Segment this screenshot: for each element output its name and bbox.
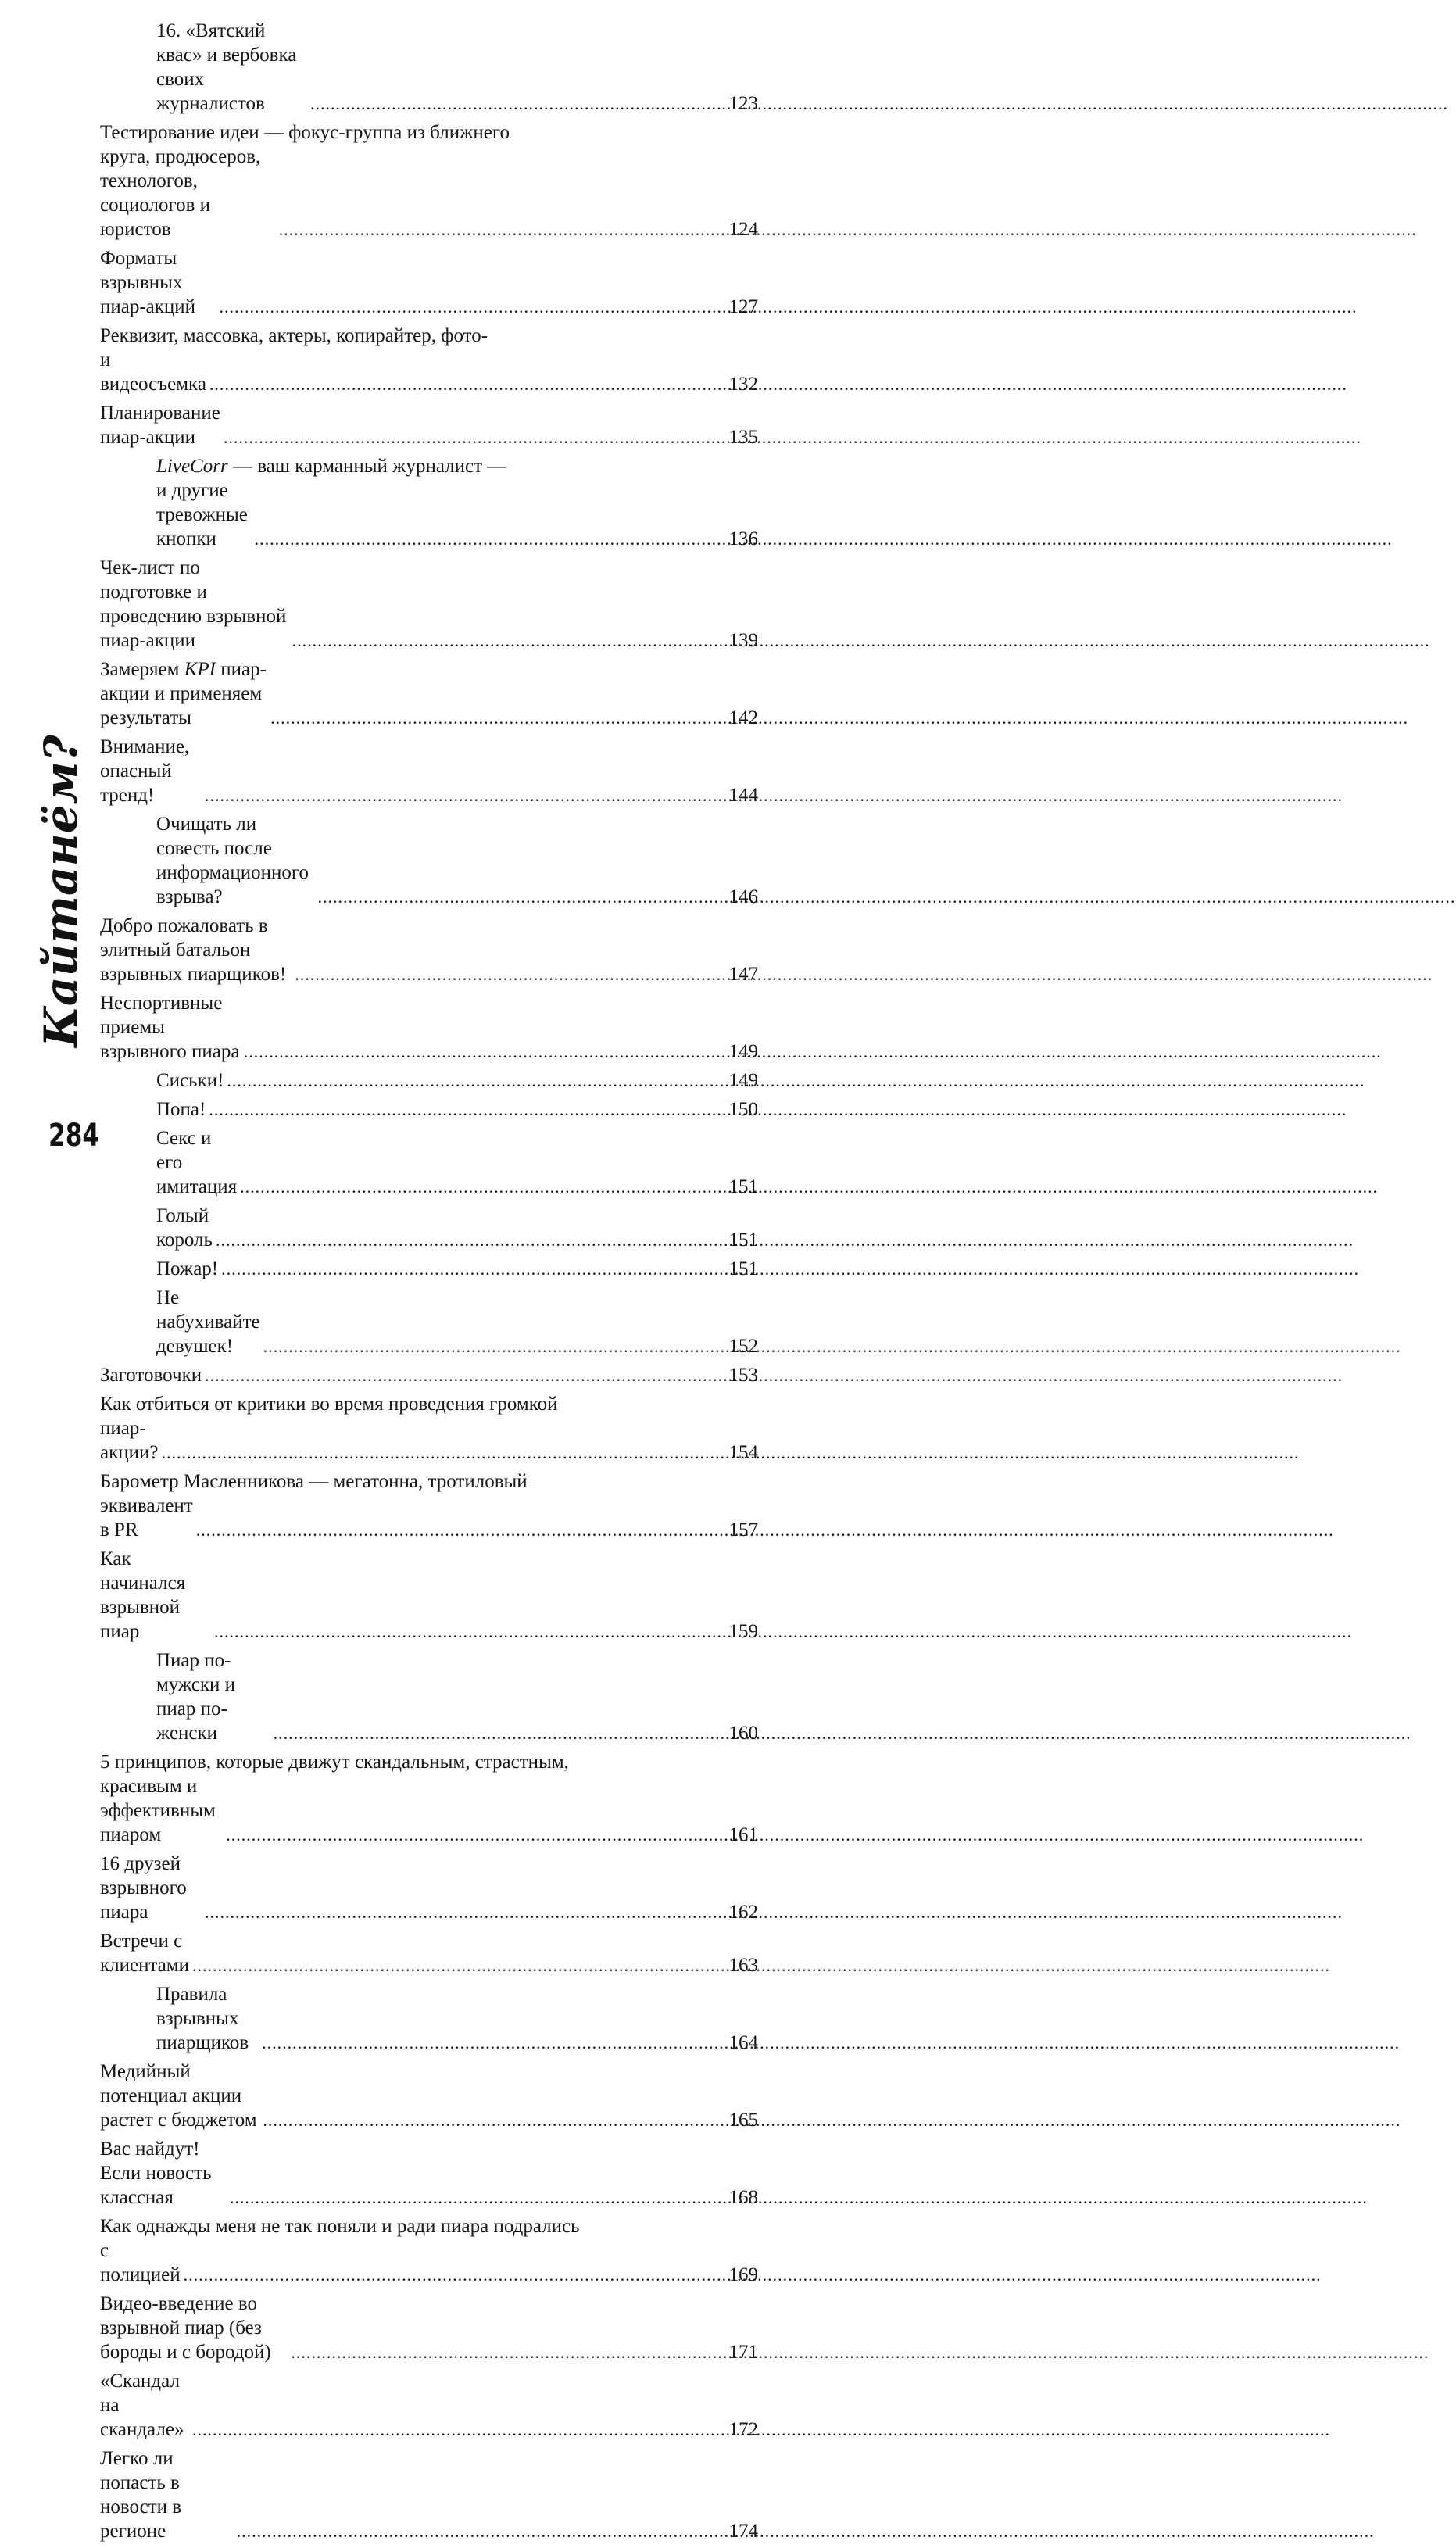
dot-leader <box>263 2108 719 2132</box>
toc-entry-title: круга, продюсеров, технологов, социологов и юристов <box>100 146 261 240</box>
toc-page-number: 151 <box>728 1229 758 1251</box>
dot-leader <box>205 783 719 807</box>
dot-leader <box>227 1068 719 1093</box>
toc-page-number: 135 <box>728 427 758 448</box>
toc-page-number: 165 <box>728 2110 758 2131</box>
dot-leader <box>192 1953 719 1977</box>
toc-entry <box>100 1363 758 1387</box>
toc-page-number: 153 <box>728 1365 758 1386</box>
dot-leader <box>214 1619 719 1644</box>
toc-page-number: 136 <box>728 528 758 549</box>
toc-entry <box>100 2446 758 2543</box>
toc-entry-title: Медийный потенциал акции растет с бюджетом <box>100 2061 257 2131</box>
toc-entry-title: Вас найдут! Если новость классная <box>100 2138 212 2208</box>
toc-entry-title-line: Как отбиться от критики во время проведения громкой <box>100 1394 558 1415</box>
toc-page-number: 169 <box>728 2264 758 2285</box>
dot-leader <box>205 1363 719 1387</box>
toc-entry <box>100 2060 758 2132</box>
dot-leader <box>205 1900 719 1924</box>
dot-leader <box>255 527 719 551</box>
toc-entry <box>100 1097 758 1122</box>
toc-entry <box>100 657 758 730</box>
toc-entry-title: Добро пожаловать в элитный батальон взрывных пиарщиков! <box>100 915 287 985</box>
toc-page-number: 124 <box>728 219 758 240</box>
toc-entry <box>100 991 758 1064</box>
toc-entry-title: Попа! <box>156 1099 206 1120</box>
toc-entry-title: Встречи с клиентами <box>100 1931 190 1976</box>
dot-leader <box>230 2185 719 2210</box>
dot-leader <box>262 2031 719 2055</box>
toc-entry-title: красивым и эффективным пиаром <box>100 1776 216 1845</box>
dot-leader <box>318 885 719 909</box>
toc-entry-title: и видеосъемка <box>100 349 206 395</box>
toc-entry-title: эквивалент в PR <box>100 1495 193 1541</box>
toc-entry-title: Чек-лист по подготовке и проведению взрывной пиар-акции <box>100 557 287 651</box>
toc-entry <box>100 2369 758 2442</box>
toc-entry-title: Секс и его имитация <box>156 1128 238 1197</box>
toc-entry <box>100 246 758 319</box>
toc-page-number: 164 <box>728 2032 758 2053</box>
toc-entry <box>100 401 758 449</box>
toc-entry <box>100 454 758 551</box>
toc-entry <box>100 19 758 116</box>
toc-entry-title: Замеряем KPI пиар-акции и применяем результаты <box>100 659 267 728</box>
toc-entry-title: Легко ли попасть в новости в регионе <box>100 2448 182 2542</box>
toc-entry <box>100 1068 758 1093</box>
toc-page-number: 151 <box>728 1258 758 1279</box>
toc-entry <box>100 1257 758 1281</box>
toc-page-number: 152 <box>728 1336 758 1357</box>
toc-entry-title: Голый король <box>156 1205 213 1251</box>
toc-entry-title-line: Как однажды меня не так поняли и ради пиара подрались <box>100 2216 580 2237</box>
toc-entry <box>100 2292 758 2364</box>
dot-leader <box>244 1040 719 1064</box>
dot-leader <box>196 1518 719 1542</box>
dot-leader <box>279 217 719 242</box>
toc-entry <box>100 735 758 807</box>
dot-leader <box>292 628 719 653</box>
dot-leader <box>263 1334 719 1358</box>
dot-leader <box>295 962 719 986</box>
dot-leader <box>220 295 719 319</box>
toc-entry <box>100 1469 758 1542</box>
toc-page-number: 147 <box>728 964 758 985</box>
dot-leader <box>291 2340 719 2364</box>
toc-entry <box>100 1750 758 1847</box>
toc-page-number: 151 <box>728 1176 758 1197</box>
toc-entry-title: и другие тревожные кнопки <box>156 480 248 549</box>
toc-entry-title: Форматы взрывных пиар-акций <box>100 248 196 317</box>
dot-leader <box>274 1721 719 1745</box>
toc-page-number: 160 <box>728 1723 758 1744</box>
toc-entry <box>100 120 758 242</box>
toc-entry-title: Сиськи! <box>156 1070 224 1091</box>
toc-entry-title: Не набухивайте девушек! <box>156 1287 260 1357</box>
toc-entry-title: Внимание, опасный тренд! <box>100 736 190 806</box>
toc-page-number: 139 <box>728 630 758 651</box>
toc-page-number: 163 <box>728 1955 758 1976</box>
dot-leader <box>224 425 719 449</box>
dot-leader <box>226 1823 719 1847</box>
toc-entry <box>100 1929 758 1977</box>
toc-entry <box>100 1547 758 1644</box>
toc-entry <box>100 324 758 396</box>
toc-entry <box>100 1126 758 1199</box>
dot-leader <box>270 706 719 730</box>
toc-entry <box>100 1648 758 1745</box>
toc-entry-title: Планирование пиар-акции <box>100 403 220 448</box>
running-title-text: Кайтанём? <box>34 735 88 1047</box>
toc-page-number: 161 <box>728 1824 758 1845</box>
toc-entry <box>100 1286 758 1358</box>
toc-page-number: 172 <box>728 2419 758 2440</box>
toc-entry <box>100 812 758 909</box>
toc-entry-title-line: Барометр Масленникова — мегатонна, тротиловый <box>100 1471 528 1492</box>
toc-page-number: 159 <box>728 1621 758 1642</box>
toc-entry-title-line: LiveCorr — ваш карманный журналист — <box>156 456 507 477</box>
toc-entry-title: Пиар по-мужски и пиар по-женски <box>156 1650 236 1744</box>
toc-entry-title: 16. «Вятский квас» и вербовка своих журналистов <box>156 20 297 114</box>
toc-entry-title: Видео-введение во взрывной пиар (без бороды и с бородой) <box>100 2293 271 2363</box>
dot-leader <box>221 1257 719 1281</box>
toc-page-number: 127 <box>728 296 758 317</box>
toc-page-number: 150 <box>728 1099 758 1120</box>
toc-page-number: 123 <box>728 93 758 114</box>
toc-page-number: 162 <box>728 1902 758 1923</box>
dot-leader <box>192 2417 719 2442</box>
toc-entry-title: Очищать ли совесть после информационного взрыва? <box>156 814 309 907</box>
table-of-contents <box>100 19 758 2548</box>
toc-page-number: 146 <box>728 886 758 907</box>
toc-entry-title: 16 друзей взрывного пиара <box>100 1853 187 1923</box>
toc-entry <box>100 556 758 653</box>
toc-entry-title-line: 5 принципов, которые движут скандальным, страстным, <box>100 1752 569 1773</box>
dot-leader <box>184 2263 719 2287</box>
dot-leader <box>216 1228 719 1252</box>
toc-entry <box>100 2214 758 2287</box>
toc-entry-title: «Скандал на скандале» <box>100 2371 184 2440</box>
toc-entry-title: Пожар! <box>156 1258 219 1279</box>
dot-leader <box>161 1440 719 1465</box>
toc-page-number: 168 <box>728 2187 758 2208</box>
toc-entry-title-line: Тестирование идеи — фокус-группа из ближнего <box>100 122 510 143</box>
toc-page-number: 154 <box>728 1442 758 1463</box>
toc-entry-title: Заготовочки <box>100 1365 202 1386</box>
toc-entry-title: Правила взрывных пиарщиков <box>156 1984 249 2053</box>
toc-entry <box>100 1852 758 1924</box>
toc-entry <box>100 2137 758 2210</box>
dot-leader <box>237 2519 719 2543</box>
toc-entry-title: пиар-акции? <box>100 1418 159 1463</box>
dot-leader <box>240 1175 719 1199</box>
toc-entry-title: Неспортивные приемы взрывного пиара <box>100 993 240 1062</box>
dot-leader <box>310 91 719 116</box>
toc-entry <box>100 914 758 986</box>
toc-page-number: 171 <box>728 2342 758 2363</box>
toc-page-number: 149 <box>728 1041 758 1062</box>
toc-page-number: 174 <box>728 2521 758 2542</box>
toc-entry <box>100 1392 758 1465</box>
toc-entry-title: Как начинался взрывной пиар <box>100 1548 186 1642</box>
toc-entry-title: с полицией <box>100 2240 181 2285</box>
toc-page-number: 157 <box>728 1519 758 1541</box>
running-title-vertical <box>30 735 92 1047</box>
toc-entry-title-line: Реквизит, массовка, актеры, копирайтер, фото- <box>100 325 488 346</box>
toc-page-number: 144 <box>728 785 758 806</box>
dot-leader <box>209 372 719 396</box>
toc-entry <box>100 1204 758 1252</box>
toc-page-number: 149 <box>728 1070 758 1091</box>
page-number: 284 <box>48 1118 100 1154</box>
dot-leader <box>209 1097 719 1122</box>
toc-page-number: 132 <box>728 374 758 395</box>
toc-entry <box>100 1982 758 2055</box>
toc-page-number: 142 <box>728 707 758 728</box>
